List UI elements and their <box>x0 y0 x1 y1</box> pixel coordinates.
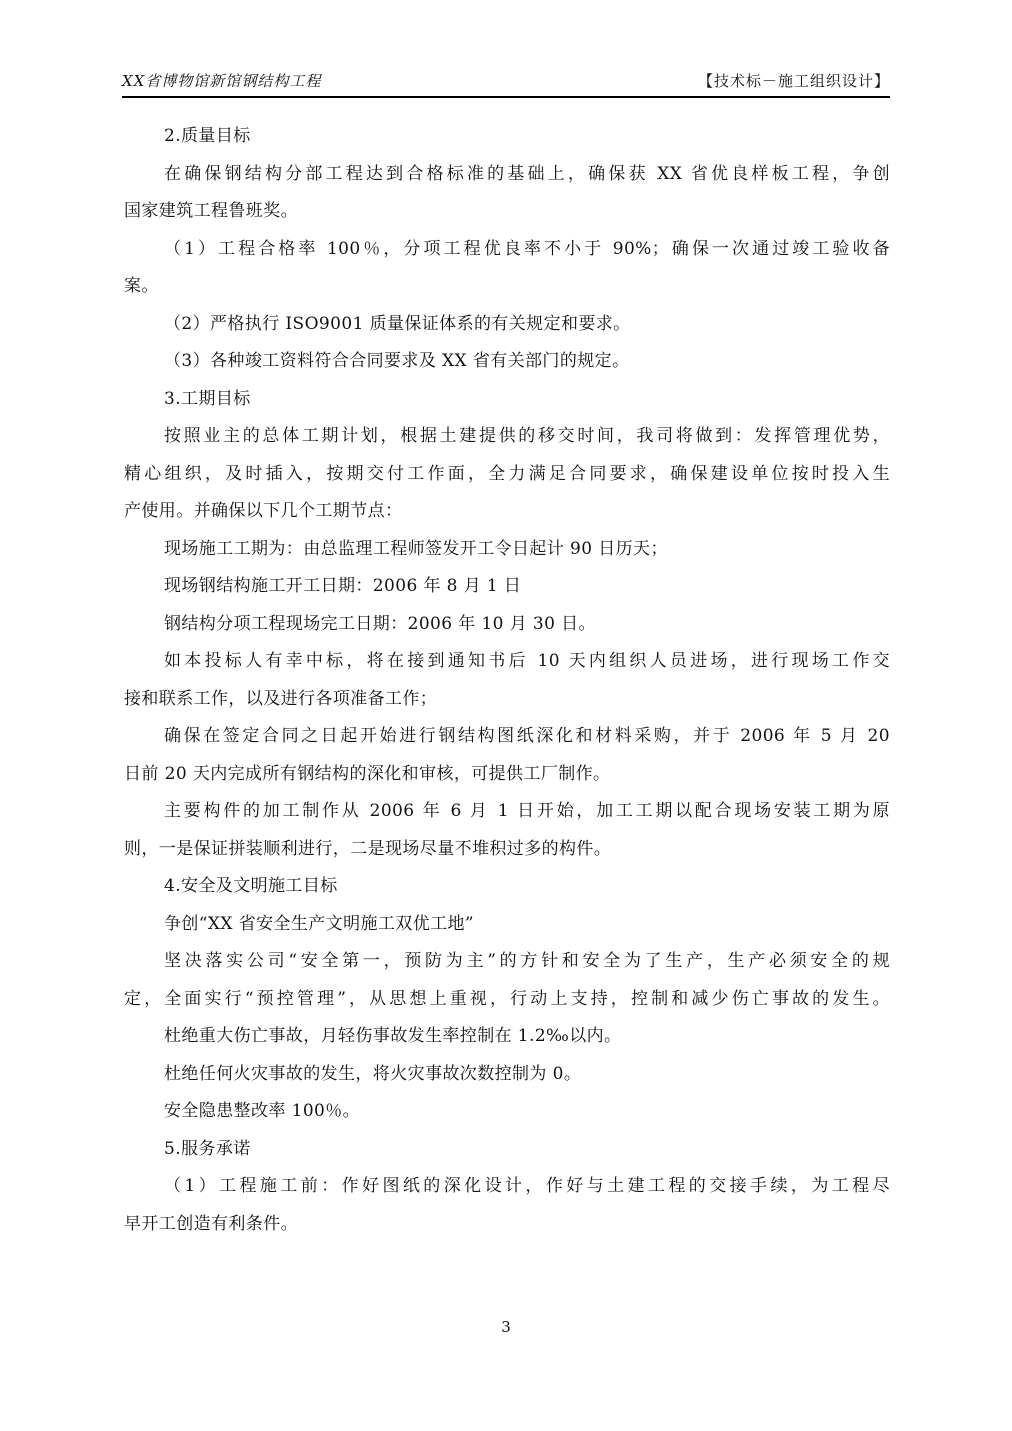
paragraph-line: 杜绝任何火灾事故的发生，将火灾事故次数控制为 0。 <box>164 1063 582 1084</box>
paragraph-line: 现场施工工期为：由总监理工程师签发开工令日起计 90 日历天； <box>164 538 668 559</box>
paragraph-line: 现场钢结构施工开工日期：2006 年 8 月 1 日 <box>164 576 522 596</box>
header-project-title: XX省博物馆新馆钢结构工程 <box>122 72 322 90</box>
paragraph-line: 产使用。并确保以下几个工期节点： <box>124 501 403 521</box>
paragraph-line: 定，全面实行“预控管理”，从思想上重视，行动上支持，控制和减少伤亡事故的发生。 <box>124 988 890 1009</box>
paragraph-line: （1）工程合格率 100％，分项工程优良率不小于 90%；确保一次通过竣工验收备 <box>164 238 890 259</box>
paragraph-line: 安全隐患整改率 100％。 <box>164 1101 361 1121</box>
section-heading-safety-goal: 4.安全及文明施工目标 <box>164 876 338 896</box>
paragraph-line: 则，一是保证拼装顺利进行，二是现场尽量不堆积过多的构件。 <box>124 838 612 859</box>
paragraph-line: 如本投标人有幸中标，将在接到通知书后 10 天内组织人员进场，进行现场工作交 <box>164 651 890 671</box>
paragraph-line: （1）工程施工前：作好图纸的深化设计，作好与土建工程的交接手续，为工程尽 <box>164 1176 890 1196</box>
paragraph-line: 按照业主的总体工期计划，根据土建提供的移交时间，我司将做到：发挥管理优势， <box>164 426 890 446</box>
header-document-type: 【技术标－施工组织设计】 <box>697 72 890 90</box>
paragraph-line: 争创“XX 省安全生产文明施工双优工地” <box>164 913 474 934</box>
section-heading-quality-goal: 2.质量目标 <box>164 126 251 146</box>
paragraph-line: （2）严格执行 ISO9001 质量保证体系的有关规定和要求。 <box>164 313 631 334</box>
paragraph-line: （3）各种竣工资料符合合同要求及 XX 省有关部门的规定。 <box>164 351 630 371</box>
paragraph-line: 案。 <box>124 276 159 296</box>
paragraph-line: 主要构件的加工制作从 2006 年 6 月 1 日开始，加工工期以配合现场安装工期为原 <box>164 801 890 821</box>
page-number: 3 <box>501 1318 511 1336</box>
paragraph-line: 钢结构分项工程现场完工日期：2006 年 10 月 30 日。 <box>164 613 596 634</box>
paragraph-line: 接和联系工作，以及进行各项准备工作； <box>124 688 438 709</box>
paragraph-line: 早开工创造有利条件。 <box>124 1213 298 1234</box>
paragraph-line: 精心组织，及时插入，按期交付工作面，全力满足合同要求，确保建设单位按时投入生 <box>124 463 890 484</box>
section-heading-service-commitment: 5.服务承诺 <box>164 1138 251 1159</box>
paragraph-line: 在确保钢结构分部工程达到合格标准的基础上，确保获 XX 省优良样板工程，争创 <box>164 163 890 184</box>
document-body <box>124 118 890 1243</box>
paragraph-line: 确保在签定合同之日起开始进行钢结构图纸深化和材料采购，并于 2006 年 5 月 20 <box>164 726 890 746</box>
paragraph-line: 坚决落实公司“安全第一，预防为主”的方针和安全为了生产，生产必须安全的规 <box>164 951 890 971</box>
page-header <box>122 66 890 98</box>
paragraph-line: 杜绝重大伤亡事故，月轻伤事故发生率控制在 1.2‰以内。 <box>164 1026 622 1046</box>
paragraph-line: 日前 20 天内完成所有钢结构的深化和审核，可提供工厂制作。 <box>124 763 611 784</box>
section-heading-schedule-goal: 3.工期目标 <box>164 388 251 409</box>
paragraph-line: 国家建筑工程鲁班奖。 <box>124 201 298 221</box>
